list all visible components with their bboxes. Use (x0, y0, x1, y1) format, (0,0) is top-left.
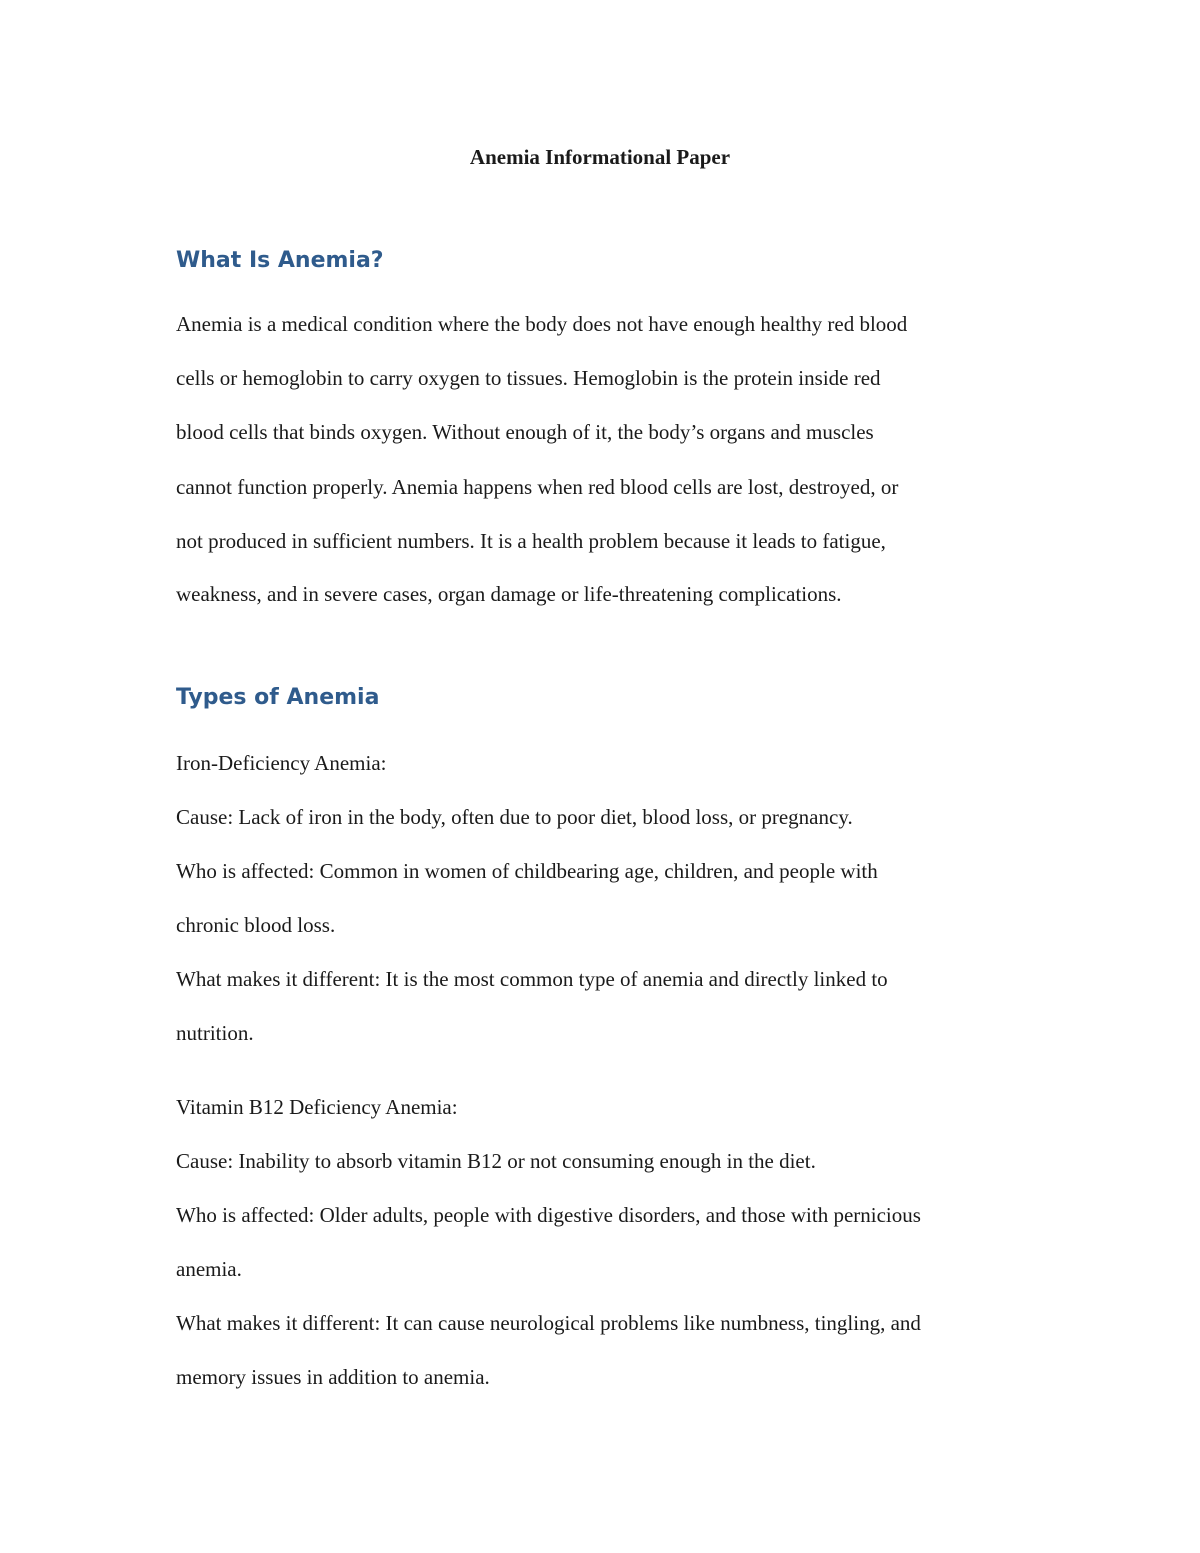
anemia-type-cause: Cause: Inability to absorb vitamin B12 or not consuming enough in the diet. (176, 1149, 816, 1173)
anemia-type-cause: Cause: Lack of iron in the body, often due to poor diet, blood loss, or pregnancy. (176, 805, 853, 829)
section-heading-types-of-anemia: Types of Anemia (176, 685, 380, 710)
paragraph-line: blood cells that binds oxygen. Without enough of it, the body’s organs and muscles (176, 420, 874, 444)
paragraph-line: cannot function properly. Anemia happens when red blood cells are lost, destroyed, or (176, 475, 899, 499)
document-title: Anemia Informational Paper (469, 145, 731, 169)
anemia-type-who-cont: chronic blood loss. (176, 913, 336, 937)
paragraph-line: weakness, and in severe cases, organ damage or life-threatening complications. (176, 582, 842, 606)
paragraph-line: cells or hemoglobin to carry oxygen to tissues. Hemoglobin is the protein inside red (176, 366, 881, 390)
anemia-type-name: Iron-Deficiency Anemia: (176, 751, 387, 775)
anemia-type-difference-cont: nutrition. (176, 1021, 254, 1045)
paragraph-line: Anemia is a medical condition where the body does not have enough healthy red blood (176, 312, 908, 336)
paragraph-line: not produced in sufficient numbers. It is a health problem because it leads to fatigue, (176, 529, 886, 553)
anemia-type-who: Who is affected: Older adults, people with digestive disorders, and those with pernicious (176, 1203, 921, 1227)
section-heading-what-is-anemia: What Is Anemia? (176, 248, 384, 273)
anemia-type-who: Who is affected: Common in women of childbearing age, children, and people with (176, 859, 878, 883)
anemia-type-difference: What makes it different: It is the most common type of anemia and directly linked to (176, 967, 888, 991)
anemia-type-difference: What makes it different: It can cause neurological problems like numbness, tingling, and (176, 1311, 921, 1335)
anemia-type-name: Vitamin B12 Deficiency Anemia: (176, 1095, 458, 1119)
anemia-type-who-cont: anemia. (176, 1257, 242, 1281)
anemia-type-difference-cont: memory issues in addition to anemia. (176, 1365, 490, 1389)
